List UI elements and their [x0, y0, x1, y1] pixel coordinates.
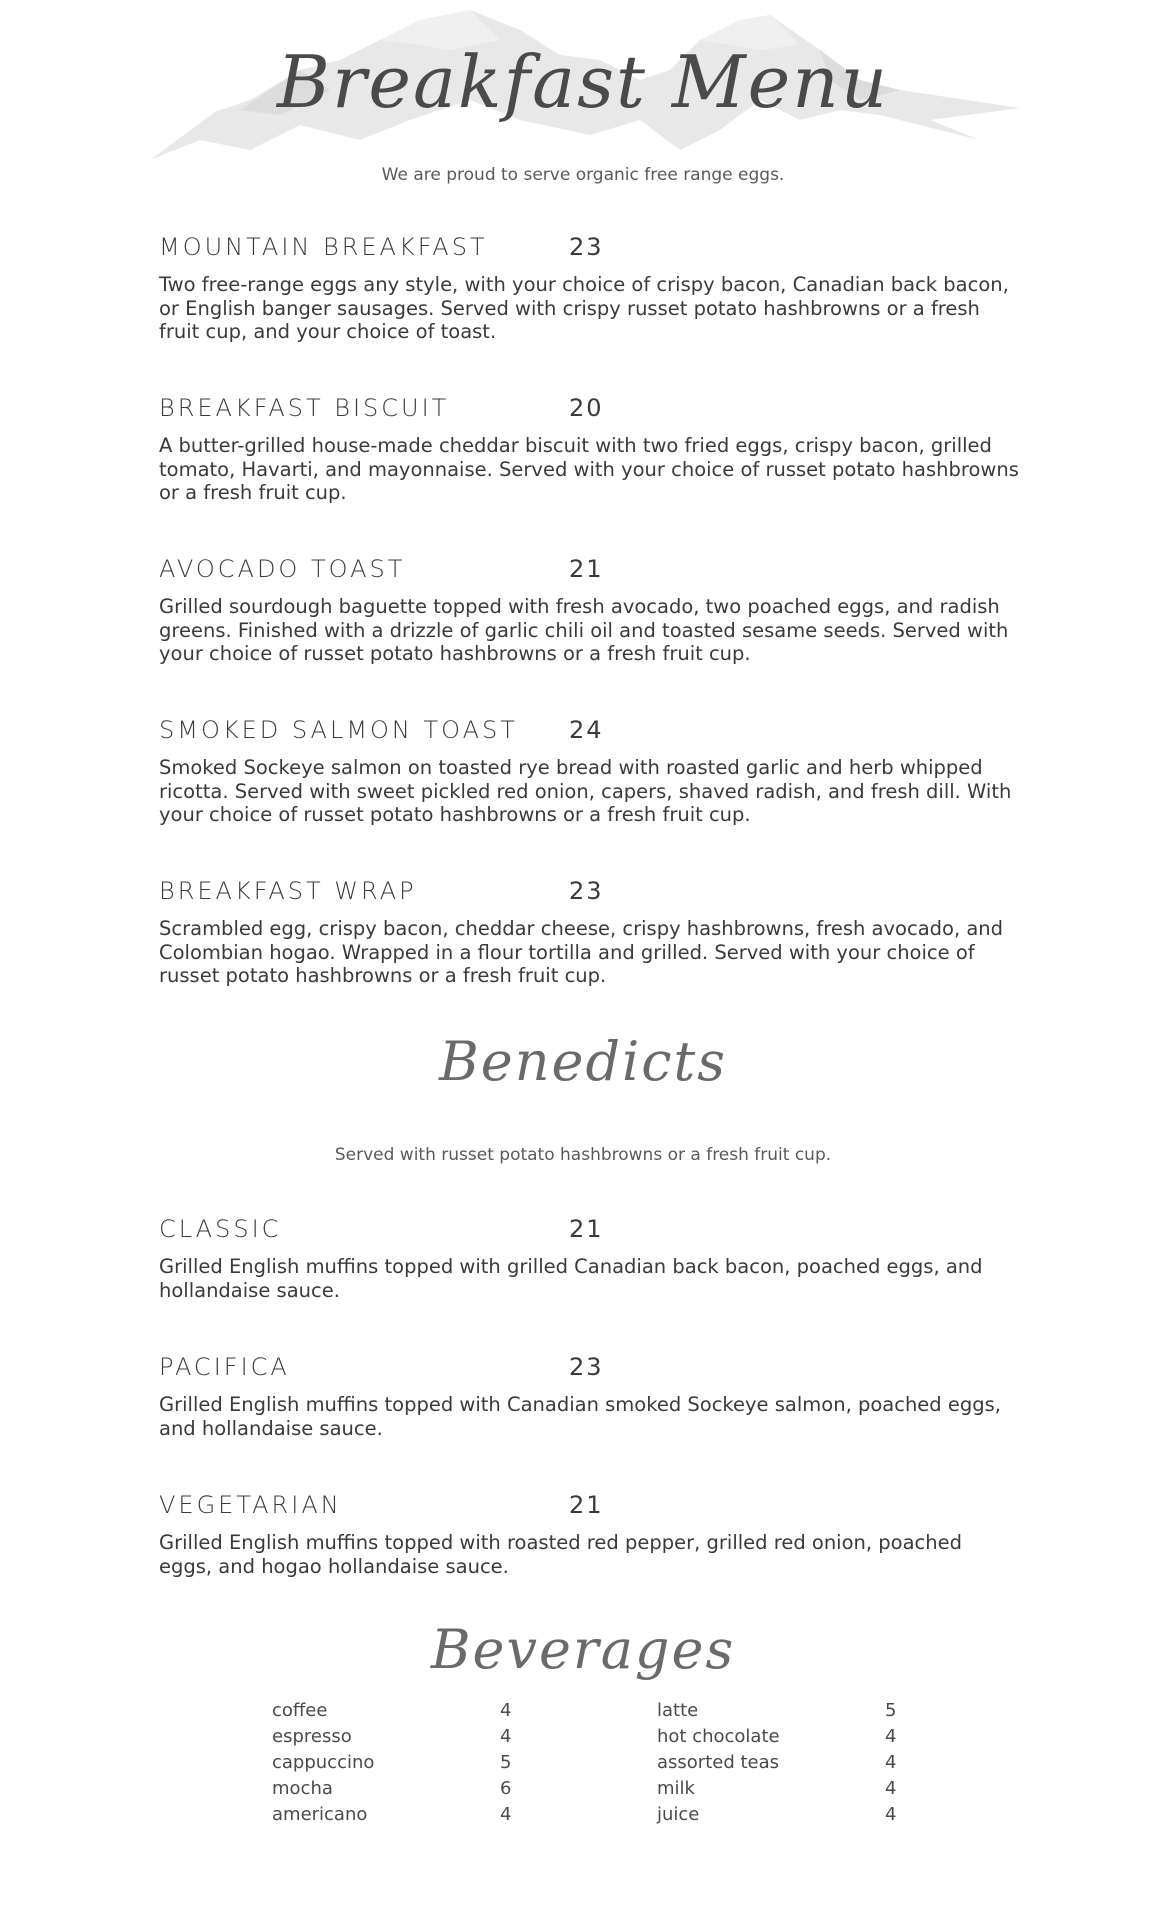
item-price: 23: [569, 877, 604, 905]
menu-title: Breakfast Menu: [277, 40, 889, 124]
item-description: Grilled sourdough baguette topped with fresh avocado, two poached eggs, and radish greens. Finished with a drizzle of garlic chili oil and toasted sesame seeds. Served with your choice of russet potato hashbrowns or a fresh fruit cup.: [159, 595, 1009, 665]
beverages-title: Beverages: [430, 1618, 736, 1681]
benedicts-note: Served with russet potato hashbrowns or a fresh fruit cup.: [334, 1145, 832, 1165]
item-description: Grilled English muffins topped with roasted red pepper, grilled red onion, poached eggs, and hogao hollandaise sauce.: [159, 1531, 963, 1578]
item-price: 20: [569, 394, 604, 422]
item-name: VEGETARIAN: [159, 1491, 342, 1519]
menu-item: [159, 1215, 1019, 1302]
beverage-price: 4: [500, 1700, 512, 1721]
beverage-name: hot chocolate: [657, 1726, 780, 1747]
menu-item: [159, 394, 1019, 505]
item-name: MOUNTAIN BREAKFAST: [159, 233, 488, 261]
item-price: 21: [569, 1491, 604, 1519]
beverage-price: 4: [885, 1752, 897, 1773]
beverage-name: mocha: [272, 1778, 333, 1799]
beverage-price: 4: [500, 1726, 512, 1747]
beverage-name: milk: [657, 1778, 695, 1799]
item-price: 23: [569, 1353, 604, 1381]
beverage-name: espresso: [272, 1726, 352, 1747]
beverage-price: 4: [500, 1804, 512, 1825]
item-name: CLASSIC: [159, 1215, 282, 1243]
beverage-price: 4: [885, 1804, 897, 1825]
item-name: BREAKFAST WRAP: [159, 877, 417, 905]
beverage-price: 5: [500, 1752, 512, 1773]
beverage-name: juice: [657, 1804, 700, 1825]
beverage-name: latte: [657, 1700, 699, 1721]
menu-item: [159, 877, 1019, 988]
benedicts-title: Benedicts: [439, 1030, 727, 1093]
item-name: BREAKFAST BISCUIT: [159, 394, 450, 422]
item-price: 21: [569, 555, 604, 583]
item-name: AVOCADO TOAST: [159, 555, 406, 583]
item-description: Grilled English muffins topped with grilled Canadian back bacon, poached eggs, and hollandaise sauce.: [159, 1255, 983, 1302]
beverage-name: americano: [272, 1804, 368, 1825]
beverage-price: 5: [885, 1700, 897, 1721]
menu-item: [159, 716, 1019, 827]
beverage-name: assorted teas: [657, 1752, 780, 1773]
beverage-name: cappuccino: [272, 1752, 375, 1773]
tagline: We are proud to serve organic free range eggs.: [381, 165, 785, 185]
item-name: SMOKED SALMON TOAST: [159, 716, 518, 744]
item-description: Two free-range eggs any style, with your choice of crispy bacon, Canadian back bacon, or English banger sausages. Served with crispy russet potato hashbrowns or a fresh fruit cup, and your choice of toast.: [159, 273, 1009, 343]
menu-item: [159, 555, 1019, 666]
beverage-price: 4: [885, 1778, 897, 1799]
menu-item: [159, 233, 1019, 344]
beverage-price: 6: [500, 1778, 512, 1799]
item-description: A butter-grilled house-made cheddar biscuit with two fried eggs, crispy bacon, grilled tomato, Havarti, and mayonnaise. Served with your choice of russet potato hashbrowns or a fresh fruit cup.: [159, 434, 1019, 504]
menu-item: [159, 1353, 1019, 1440]
item-description: Smoked Sockeye salmon on toasted rye bread with roasted garlic and herb whipped ricotta. Served with sweet pickled red onion, capers, shaved radish, and fresh dill. With your choice of russet potato hashbrowns or a fresh fruit cup.: [159, 756, 1012, 826]
item-price: 24: [569, 716, 604, 744]
item-description: Grilled English muffins topped with Canadian smoked Sockeye salmon, poached eggs, and hollandaise sauce.: [159, 1393, 1001, 1440]
item-description: Scrambled egg, crispy bacon, cheddar cheese, crispy hashbrowns, fresh avocado, and Colombian hogao. Wrapped in a flour tortilla and grilled. Served with your choice of russet potato hashbrowns or a fresh fruit cup.: [159, 917, 1004, 987]
item-price: 21: [569, 1215, 604, 1243]
beverage-price: 4: [885, 1726, 897, 1747]
item-name: PACIFICA: [159, 1353, 290, 1381]
item-price: 23: [569, 233, 604, 261]
beverage-name: coffee: [272, 1700, 328, 1721]
menu-item: [159, 1491, 1019, 1578]
